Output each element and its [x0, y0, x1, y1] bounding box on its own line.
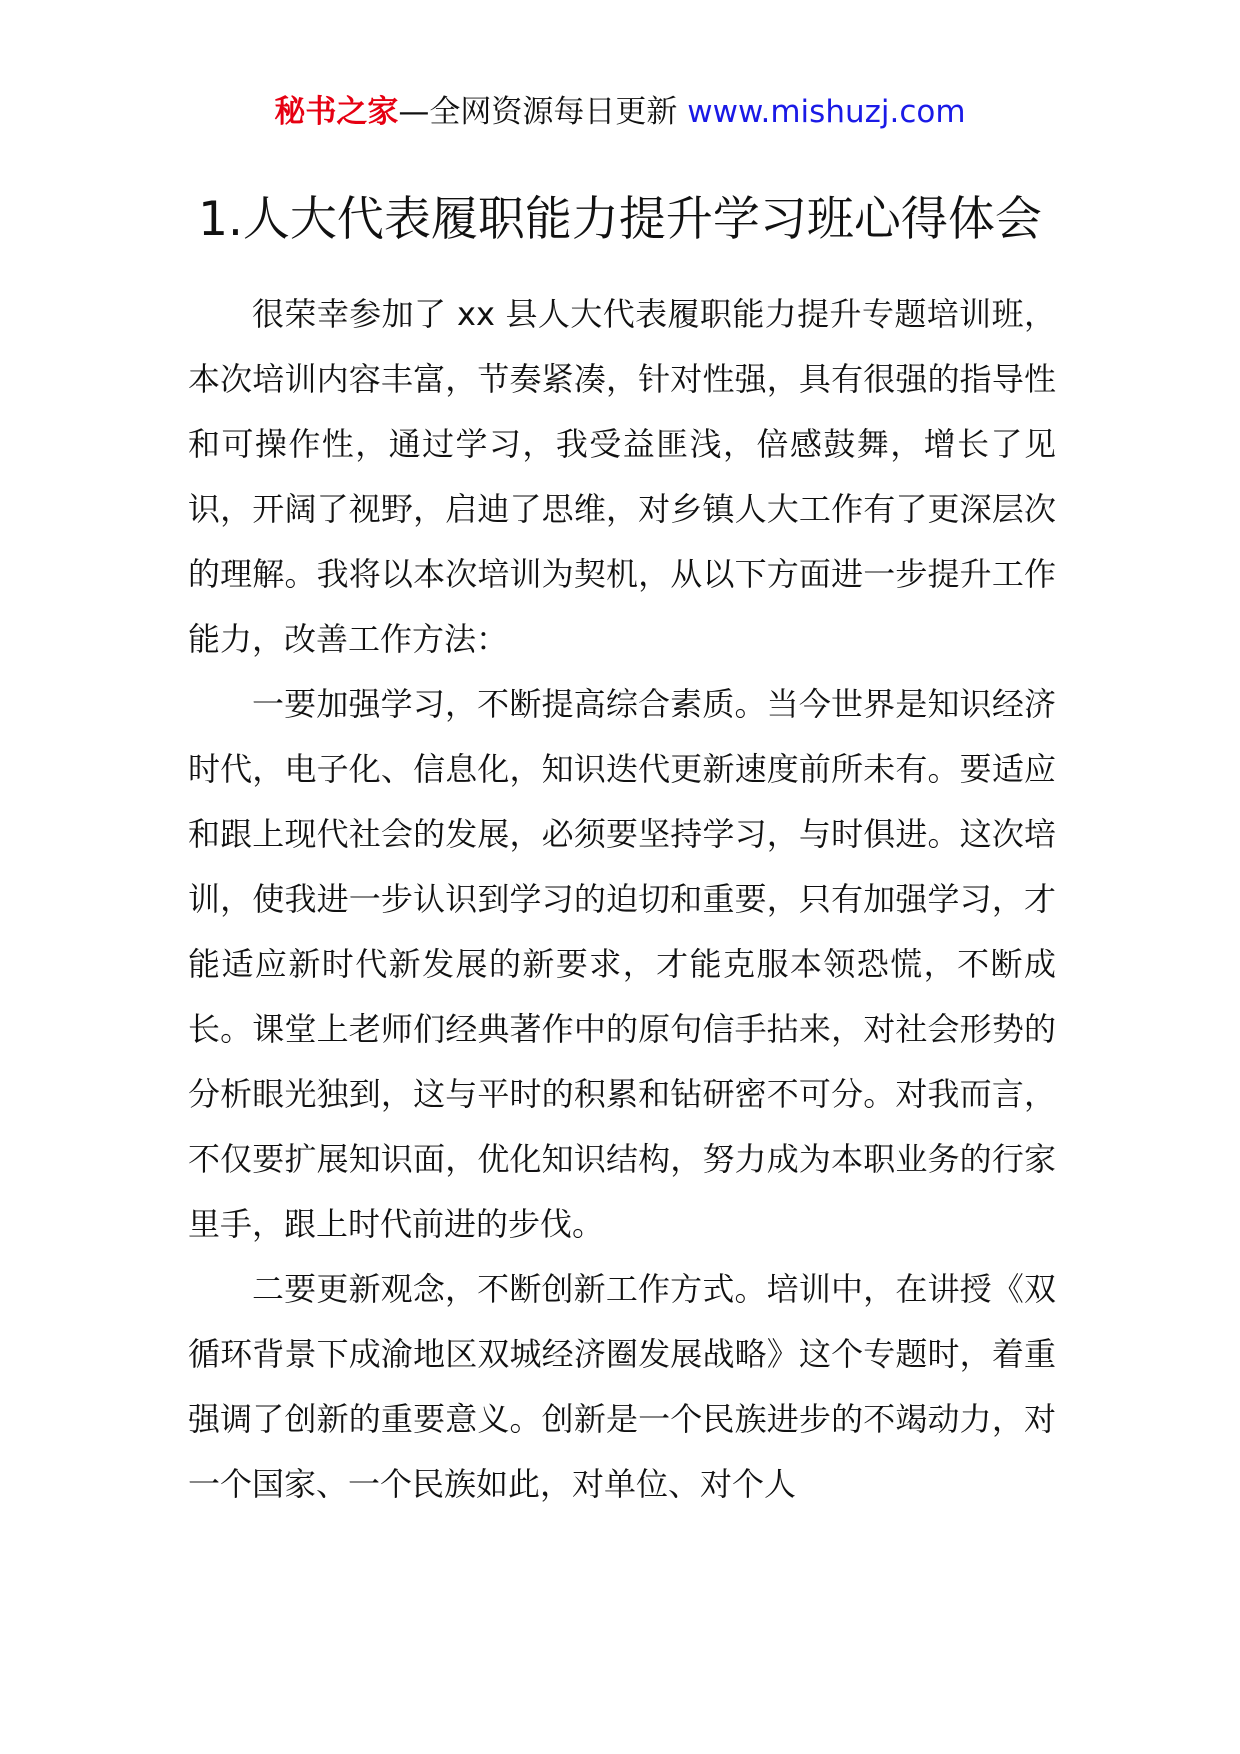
paragraph-text: 培训中，在讲授《双循环背景下成渝地区双城经济圈发展战略》这个专题时，着重强调了创新的重要意义。创新是一个民族进步的不竭动力，对一个国家、一个民族如此，对单位、对个人 — [188, 1270, 1056, 1503]
brand-name: 秘书之家 — [274, 94, 399, 130]
site-url-link[interactable]: www.mishuzj.com — [687, 94, 966, 130]
site-header — [0, 92, 1240, 132]
header-tagline: —全网资源每日更新 — [398, 94, 688, 130]
paragraph-point-two — [188, 1257, 1056, 1517]
document-body — [188, 282, 1056, 1517]
paragraph-lead: 二要更新观念，不断创新工作方式。 — [252, 1270, 767, 1308]
paragraph-text: 当今世界是知识经济时代，电子化、信息化，知识迭代更新速度前所未有。要适应和跟上现代社会的发展，必须要坚持学习，与时俱进。这次培训，使我进一步认识到学习的迫切和重要，只有加强学习，才能适应新时代新发展的新要求，才能克服本领恐慌，不断成长。课堂上老师们经典著作中的原句信手拈来，对社会形势的分析眼光独到，这与平时的积累和钻研密不可分。对我而言，不仅要扩展知识面，优化知识结构，努力成为本职业务的行家里手，跟上时代前进的步伐。 — [188, 685, 1056, 1243]
paragraph-lead: 一要加强学习，不断提高综合素质。 — [252, 685, 767, 723]
paragraph-point-one — [188, 672, 1056, 1257]
paragraph-intro — [188, 282, 1056, 672]
document-title: 1.人大代表履职能力提升学习班心得体会 — [198, 192, 1042, 247]
paragraph-text: 很荣幸参加了 xx 县人大代表履职能力提升专题培训班，本次培训内容丰富，节奏紧凑，针对性强，具有很强的指导性和可操作性，通过学习，我受益匪浅，倍感鼓舞，增长了见识，开阔了视野，启迪了思维，对乡镇人大工作有了更深层次的理解。我将以本次培训为契机，从以下方面进一步提升工作能力，改善工作方法： — [188, 295, 1056, 658]
